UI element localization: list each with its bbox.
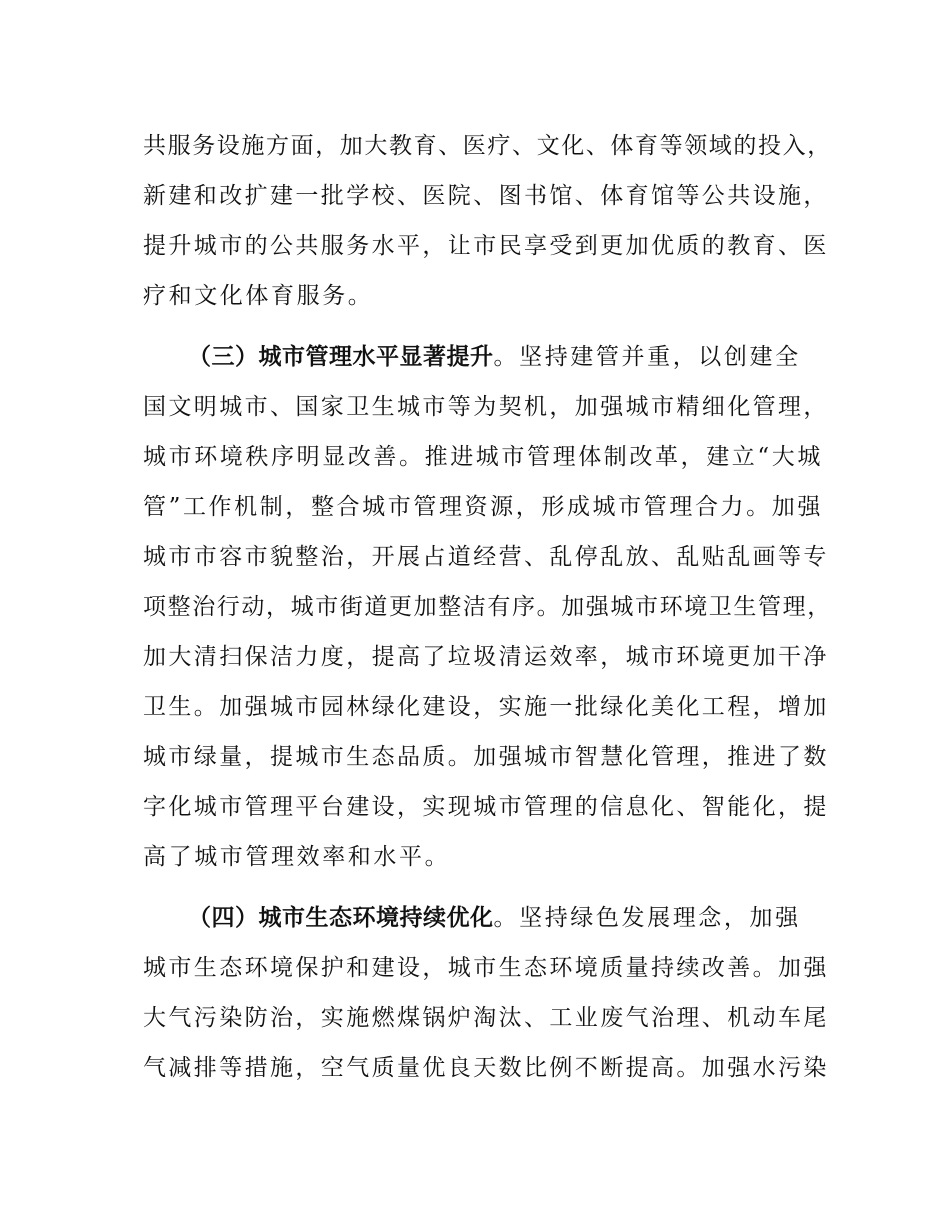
section-first-line-text: 。坚持绿色发展理念，加强 bbox=[493, 905, 801, 931]
text-line: 大气污染防治，实施燃煤锅炉淘汰、工业废气治理、机动车尾 bbox=[143, 1005, 829, 1031]
text-line: 城市环境秩序明显改善。推进城市管理体制改革，建立“大城 bbox=[143, 444, 823, 470]
text-line: 加大清扫保洁力度，提高了垃圾清运效率，城市环境更加干净 bbox=[143, 644, 829, 670]
text-line: 城市绿量，提城市生态品质。加强城市智慧化管理，推进了数 bbox=[143, 744, 829, 770]
text-line: 气减排等措施，空气质量优良天数比例不断提高。加强水污染 bbox=[143, 1055, 829, 1081]
section-first-line bbox=[188, 903, 833, 933]
text-line: 字化城市管理平台建设，实现城市管理的信息化、智能化，提 bbox=[143, 794, 829, 820]
text-line: 提升城市的公共服务水平，让市民享受到更加优质的教育、医 bbox=[143, 233, 829, 259]
section-heading: （四）城市生态环境持续优化 bbox=[188, 905, 494, 931]
section-first-line bbox=[188, 342, 833, 372]
text-line: 城市市容市貌整治，开展占道经营、乱停乱放、乱贴乱画等专 bbox=[143, 544, 829, 570]
text-line: 疗和文化体育服务。 bbox=[143, 283, 374, 309]
text-line: 卫生。加强城市园林绿化建设，实施一批绿化美化工程，增加 bbox=[143, 694, 829, 720]
text-line: 国文明城市、国家卫生城市等为契机，加强城市精细化管理， bbox=[143, 394, 829, 420]
section-heading: （三）城市管理水平显著提升 bbox=[188, 344, 494, 370]
text-line: 城市生态环境保护和建设，城市生态环境质量持续改善。加强 bbox=[143, 955, 829, 981]
text-line: 新建和改扩建一批学校、医院、图书馆、体育馆等公共设施， bbox=[143, 183, 829, 209]
text-line: 管”工作机制，整合城市管理资源，形成城市管理合力。加强 bbox=[143, 494, 823, 520]
text-line: 共服务设施方面，加大教育、医疗、文化、体育等领域的投入， bbox=[143, 133, 832, 159]
text-line: 高了城市管理效率和水平。 bbox=[143, 844, 451, 870]
section-first-line-text: 。坚持建管并重，以创建全 bbox=[493, 344, 801, 370]
text-line: 项整治行动，城市街道更加整洁有序。加强城市环境卫生管理， bbox=[143, 594, 832, 620]
